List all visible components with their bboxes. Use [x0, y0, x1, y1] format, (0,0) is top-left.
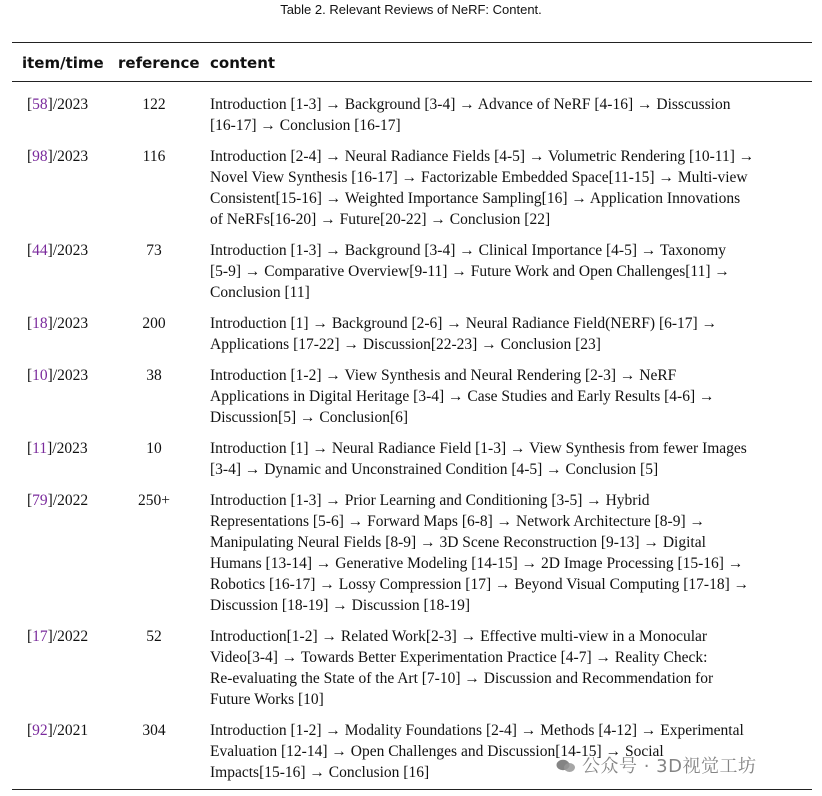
content-line: Discussion[5] → Conclusion[6]: [210, 409, 409, 426]
item-time-cell: [11]/2023: [27, 440, 88, 457]
content-cell: [210, 438, 810, 480]
wechat-icon: [556, 759, 576, 773]
content-line: Robotics [16-17] → Lossy Compression [17] → Beyond Visual Computing [17-18] →: [210, 576, 750, 593]
content-line: of NeRFs[16-20] → Future[20-22] → Conclusion [22]: [210, 211, 551, 228]
content-line: Humans [13-14] → Generative Modeling [14-15] → 2D Image Processing [15-16] →: [210, 555, 744, 572]
content-cell: [210, 313, 810, 355]
content-line: Impacts[15-16] → Conclusion [16]: [210, 764, 430, 781]
year: /2023: [52, 440, 88, 457]
item-time-cell: [44]/2023: [27, 242, 89, 259]
citation-link[interactable]: 58: [32, 96, 48, 113]
year: /2022: [52, 628, 89, 645]
content-line: [3-4] → Dynamic and Unconstrained Condition [4-5] → Conclusion [5]: [210, 461, 659, 478]
content-cell: [210, 365, 810, 428]
content-line: Discussion [18-19] → Discussion [18-19]: [210, 597, 471, 614]
content-line: Re-evaluating the State of the Art [7-10] → Discussion and Recommendation for: [210, 670, 714, 687]
citation-link[interactable]: 11: [32, 440, 48, 457]
year: /2021: [52, 722, 89, 739]
content-line: Video[3-4] → Towards Better Experimentation Practice [4-7] → Reality Check:: [210, 649, 708, 666]
year: /2023: [52, 242, 89, 259]
content-line: Introduction [1-3] → Background [3-4] → Advance of NeRF [4-16] → Disscussion: [210, 96, 731, 113]
year: /2023: [52, 315, 89, 332]
reference-count: 73: [146, 242, 162, 259]
content-line: Introduction [1-2] → Modality Foundations [2-4] → Methods [4-12] → Experimental: [210, 722, 744, 739]
content-line: Introduction[1-2] → Related Work[2-3] → Effective multi-view in a Monocular: [210, 628, 708, 645]
header-content: content: [210, 54, 276, 72]
reference-count: 38: [146, 367, 162, 384]
citation-link[interactable]: 17: [32, 628, 48, 645]
content-line: Future Works [10]: [210, 691, 324, 708]
reference-count: 200: [142, 315, 166, 332]
header-item-time: item/time: [22, 54, 104, 72]
reference-count: 122: [142, 96, 166, 113]
content-cell: [210, 94, 810, 136]
content-cell: [210, 490, 810, 616]
content-line: [16-17] → Conclusion [16-17]: [210, 117, 401, 134]
year: /2023: [52, 148, 89, 165]
citation-link[interactable]: 44: [32, 242, 48, 259]
item-time-cell: [58]/2023: [27, 96, 89, 113]
item-time-cell: [18]/2023: [27, 315, 89, 332]
content-line: Manipulating Neural Fields [8-9] → 3D Scene Reconstruction [9-13] → Digital: [210, 534, 706, 551]
citation-link[interactable]: 18: [32, 315, 48, 332]
reference-count: 304: [142, 722, 166, 739]
content-line: Applications [17-22] → Discussion[22-23] → Conclusion [23]: [210, 336, 601, 353]
content-line: Introduction [2-4] → Neural Radiance Fields [4-5] → Volumetric Rendering [10-11] →: [210, 148, 755, 165]
item-time-cell: [79]/2022: [27, 492, 89, 509]
reference-count: 250+: [138, 492, 170, 509]
content-cell: [210, 626, 810, 710]
content-cell: [210, 146, 810, 230]
watermark: [556, 752, 756, 778]
content-line: Evaluation [12-14] → Open Challenges and Discussion[14-15] → Social: [210, 743, 664, 760]
table-header-rule: [12, 81, 812, 82]
citation-link[interactable]: 10: [32, 367, 48, 384]
table-bottom-rule: [12, 789, 812, 790]
content-cell: [210, 240, 810, 303]
year: /2022: [52, 492, 89, 509]
reference-count: 52: [146, 628, 162, 645]
watermark-text: 公众号 · 3D视觉工坊: [582, 756, 757, 777]
year: /2023: [52, 367, 89, 384]
content-line: Introduction [1-2] → View Synthesis and Neural Rendering [2-3] → NeRF: [210, 367, 677, 384]
content-line: Consistent[15-16] → Weighted Importance Sampling[16] → Application Innovations: [210, 190, 741, 207]
table-top-rule: [12, 42, 812, 43]
content-line: Introduction [1-3] → Background [3-4] → Clinical Importance [4-5] → Taxonomy: [210, 242, 727, 259]
item-time-cell: [92]/2021: [27, 722, 89, 739]
item-time-cell: [10]/2023: [27, 367, 89, 384]
content-line: Introduction [1] → Neural Radiance Field [1-3] → View Synthesis from fewer Images: [210, 440, 747, 457]
reference-count: 116: [142, 148, 166, 165]
content-line: [5-9] → Comparative Overview[9-11] → Future Work and Open Challenges[11] →: [210, 263, 730, 280]
header-reference: reference: [118, 54, 200, 72]
table-caption: Table 2. Relevant Reviews of NeRF: Content.: [280, 2, 542, 17]
citation-link[interactable]: 92: [32, 722, 48, 739]
content-line: Novel View Synthesis [16-17] → Factorizable Embedded Space[11-15] → Multi-view: [210, 169, 748, 186]
item-time-cell: [17]/2022: [27, 628, 89, 645]
citation-link[interactable]: 98: [32, 148, 48, 165]
citation-link[interactable]: 79: [32, 492, 48, 509]
content-line: Introduction [1-3] → Prior Learning and Conditioning [3-5] → Hybrid: [210, 492, 650, 509]
content-line: Representations [5-6] → Forward Maps [6-8] → Network Architecture [8-9] →: [210, 513, 706, 530]
content-line: Applications in Digital Heritage [3-4] → Case Studies and Early Results [4-6] →: [210, 388, 715, 405]
year: /2023: [52, 96, 89, 113]
content-line: Conclusion [11]: [210, 284, 310, 301]
content-line: Introduction [1] → Background [2-6] → Neural Radiance Field(NERF) [6-17] →: [210, 315, 718, 332]
item-time-cell: [98]/2023: [27, 148, 89, 165]
reference-count: 10: [146, 440, 162, 457]
